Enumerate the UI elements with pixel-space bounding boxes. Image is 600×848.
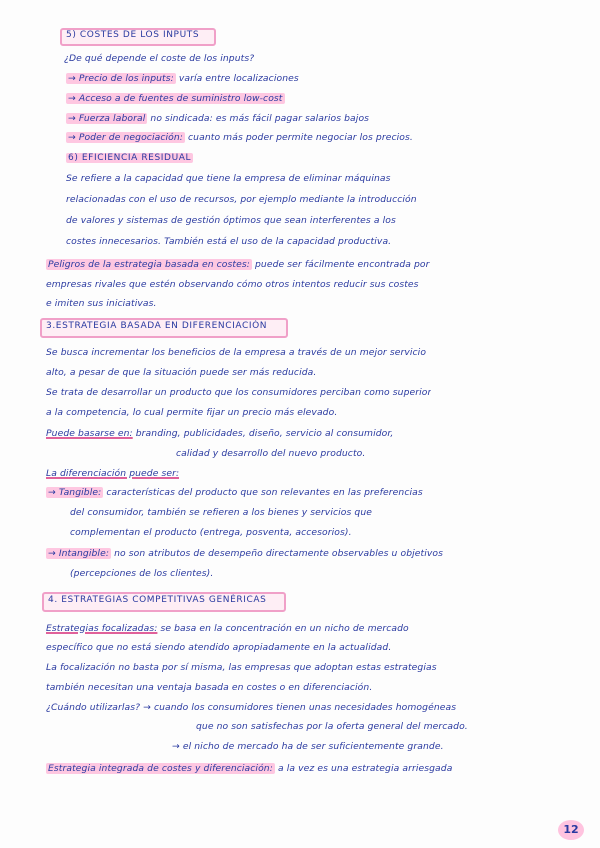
integrada-term: Estrategia integrada de costes y diferenciación: [48,763,273,774]
section-3-line-1: Se busca incrementar los beneficios de la empresa a través de un mejor servicio [46,347,427,358]
focal-line-2: específico que no está siendo atendido apropiadamente en la actualidad. [46,642,392,653]
puede-term: Puede basarse en: [46,428,133,439]
tangible-line-1 [46,486,423,499]
section-3-line-2: alto, a pesar de que la situación puede ser más reducida. [46,367,317,378]
focal-text-1: se basa en la concentración en un nicho de mercado [160,623,409,634]
item-4-term: → Poder de negociación: [68,132,183,143]
section-6-line-3: de valores y sistemas de gestión óptimos que sean interferentes a los [66,215,396,226]
section-4-title: 4. ESTRATEGIAS COMPETITIVAS GENÉRICAS [48,595,267,605]
section-6-line-4: costes innecesarios. También está el uso de la capacidad productiva. [66,236,392,247]
section-5-question: ¿De qué depende el coste de los inputs? [64,53,255,64]
tangible-line-3: complementan el producto (entrega, posventa, accesorios). [70,527,352,538]
item-1-term: → Precio de los inputs: [68,73,174,84]
puede-text-1: branding, publicidades, diseño, servicio al consumidor, [135,428,394,439]
integrada-text: a la vez es una estrategia arriesgada [277,763,453,774]
section-3-title: 3.ESTRATEGIA BASADA EN DIFERENCIACIÓN [46,321,268,331]
intangible-line-2: (percepciones de los clientes). [70,568,214,579]
item-4-text: cuanto más poder permite negociar los precios. [188,132,413,143]
intangible-text-1: no son atributos de desempeño directamente observables u objetivos [114,548,444,559]
tangible-line-2: del consumidor, también se refieren a los bienes y servicios que [70,507,373,518]
section-5-item-4 [66,131,413,144]
peligros-line-1 [46,258,430,271]
item-3-text: no sindicada: es más fácil pagar salarios bajos [150,113,370,124]
focal-line-3: La focalización no basta por sí misma, las empresas que adoptan estas estrategias [46,662,437,673]
integrada-line [46,762,452,775]
peligros-line-2: empresas rivales que estén observando cómo otros intentos reducir sus costes [46,279,419,290]
cuando-line-3: → el nicho de mercado ha de ser suficientemente grande. [172,741,444,752]
section-5-title: 5) COSTES DE LOS INPUTS [66,30,200,40]
focal-line-4: también necesitan una ventaja basada en costes o en diferenciación. [46,682,373,693]
tangible-term: → Tangible: [48,487,102,498]
focal-term: Estrategias focalizadas: [46,623,158,634]
cuando-line-1 [46,701,456,714]
item-1-text: varía entre localizaciones [178,73,299,84]
section-6-title-text: 6) EFICIENCIA RESIDUAL [68,153,192,163]
peligros-text-1: puede ser fácilmente encontrada por [254,259,430,270]
section-6-line-1: Se refiere a la capacidad que tiene la empresa de eliminar máquinas [66,173,391,184]
section-5-item-2 [66,92,285,105]
section-3-line-4: a la competencia, lo cual permite fijar un precio más elevado. [46,407,338,418]
diferenciacion-term [46,467,179,480]
cuando-line-2: que no son satisfechas por la oferta general del mercado. [196,721,468,732]
cuando-text-1: → cuando los consumidores tienen unas necesidades homogéneas [143,702,457,713]
item-2-term: → Acceso a de fuentes de suministro low-cost [68,93,283,104]
peligros-term: Peligros de la estrategia basada en costes: [48,259,250,270]
puede-line-2: calidad y desarrollo del nuevo producto. [176,448,366,459]
section-5-item-3 [66,112,369,125]
diferenciacion-term-text: La diferenciación puede ser: [46,468,180,479]
intangible-term: → Intangible: [48,548,110,559]
section-6-title [66,152,193,165]
focal-line-1 [46,622,409,635]
puede-line-1 [46,427,393,440]
tangible-text-1: características del producto que son relevantes en las preferencias [106,487,423,498]
intangible-line-1 [46,547,443,560]
item-3-term: → Fuerza laboral [68,113,146,124]
section-5-item-1 [66,72,299,85]
section-6-line-2: relacionadas con el uso de recursos, por ejemplo mediante la introducción [66,194,417,205]
peligros-line-3: e imiten sus iniciativas. [46,298,157,309]
cuando-question: ¿Cuándo utilizarlas? [46,702,141,713]
page-number: 12 [558,820,584,840]
section-3-line-3: Se trata de desarrollar un producto que los consumidores perciban como superior [46,387,432,398]
